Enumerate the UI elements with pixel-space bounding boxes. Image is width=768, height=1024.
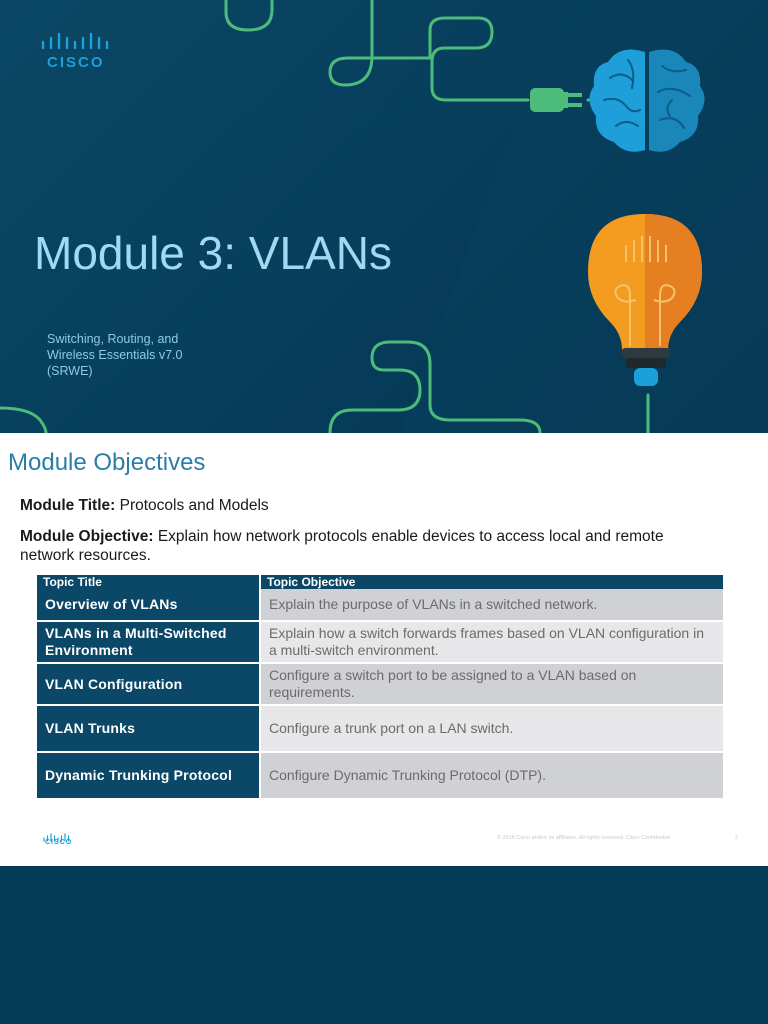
title-slide xyxy=(0,0,768,433)
objectives-slide xyxy=(0,433,768,866)
topic-objective-cell: Configure a trunk port on a LAN switch. xyxy=(260,705,723,752)
page-number: 2 xyxy=(735,835,739,841)
cisco-logo-text: CISCO xyxy=(47,54,105,71)
topic-title-cell: Dynamic Trunking Protocol xyxy=(37,752,260,799)
topic-objective-cell: Configure a switch port to be assigned to a VLAN based on requirements. xyxy=(260,663,723,705)
module-title-label: Module Title: xyxy=(20,497,116,514)
table-row xyxy=(37,752,723,799)
table-row xyxy=(37,663,723,705)
module-objective-line xyxy=(20,527,720,565)
table-header-row xyxy=(37,575,723,589)
subtitle-line: Switching, Routing, and xyxy=(47,332,179,346)
topic-objective-cell: Configure Dynamic Trunking Protocol (DTP). xyxy=(260,752,723,799)
objectives-heading: Module Objectives xyxy=(8,449,206,476)
cisco-logo xyxy=(40,32,110,71)
table-row xyxy=(37,589,723,621)
topic-title-cell: VLAN Trunks xyxy=(37,705,260,752)
table-row xyxy=(37,621,723,663)
module-title-value: Protocols and Models xyxy=(119,497,269,514)
subtitle-line: Wireless Essentials v7.0 xyxy=(47,348,183,362)
module-title-line xyxy=(20,497,269,515)
topic-title-cell: VLAN Configuration xyxy=(37,663,260,705)
topics-table xyxy=(37,575,723,800)
module-objective-label: Module Objective: xyxy=(20,528,154,545)
cisco-bars-icon xyxy=(40,32,110,54)
module-objective-value: Explain how network protocols enable devices to access local and remote network resources. xyxy=(20,528,664,564)
topic-objective-cell: Explain the purpose of VLANs in a switched network. xyxy=(260,589,723,621)
module-title: Module 3: VLANs xyxy=(34,227,392,279)
footer-logo-text: CISCO xyxy=(45,839,73,846)
footer-cisco-logo xyxy=(42,829,72,847)
topic-objective-cell: Explain how a switch forwards frames based on VLAN configuration in a multi-switch environment. xyxy=(260,621,723,663)
topic-title-cell: Overview of VLANs xyxy=(37,589,260,621)
course-subtitle xyxy=(47,331,247,379)
header-topic-title: Topic Title xyxy=(37,575,260,589)
topic-title-cell: VLANs in a Multi-Switched Environment xyxy=(37,621,260,663)
table-row xyxy=(37,705,723,752)
subtitle-line: (SRWE) xyxy=(47,364,93,378)
header-topic-objective: Topic Objective xyxy=(260,575,723,589)
copyright-notice: © 2016 Cisco and/or its affiliates. All rights reserved. Cisco Confidential xyxy=(497,835,671,841)
